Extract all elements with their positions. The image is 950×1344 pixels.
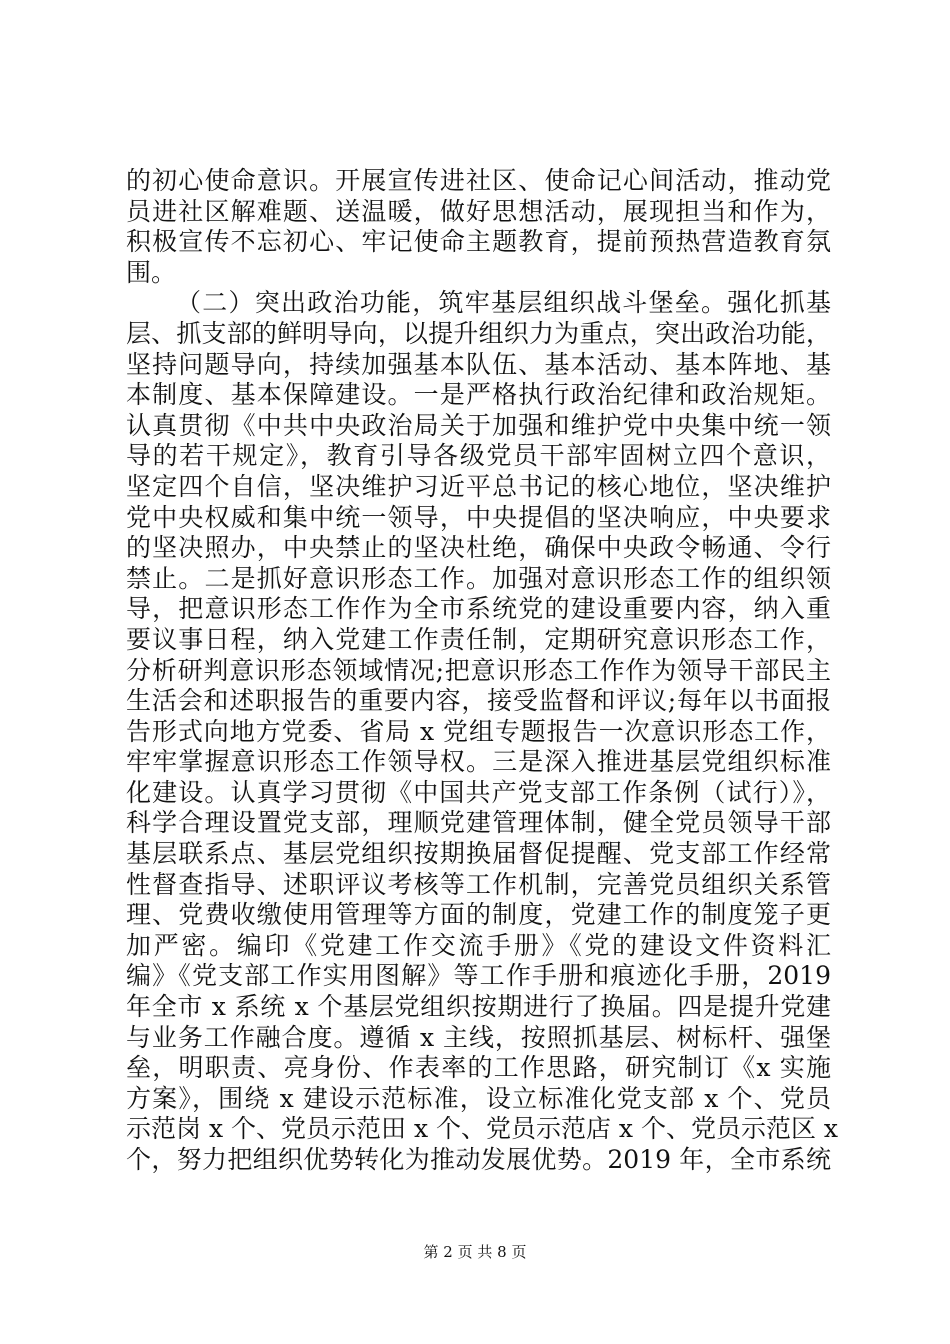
text-line: 层、抓支部的鲜明导向，以提升组织力为重点，突出政治功能， <box>126 318 831 348</box>
text-line: 个，努力把组织优势转化为推动发展优势。2019 年，全市系统 <box>126 1145 831 1174</box>
text-line: 围。 <box>126 257 177 287</box>
text-line: 编》《党支部工作实用图解》等工作手册和痕迹化手册，2019 <box>126 961 831 991</box>
body-text <box>126 166 839 1176</box>
text-line: 告形式向地方党委、省局 x 党组专题报告一次意识形态工作， <box>126 716 831 746</box>
text-line: 导的若干规定》，教育引导各级党员干部牢固树立四个意识， <box>126 441 831 471</box>
text-line: 员进社区解难题、送温暖，做好思想活动，展现担当和作为， <box>126 196 831 226</box>
text-line: 年全市 x 系统 x 个基层党组织按期进行了换届。四是提升党建 <box>126 992 831 1022</box>
text-line: 的坚决照办，中央禁止的坚决杜绝，确保中央政令畅通、令行 <box>126 533 831 563</box>
text-line: 示范岗 x 个、党员示范田 x 个、党员示范店 x 个、党员示范区 x <box>126 1114 839 1144</box>
text-line: 生活会和述职报告的重要内容，接受监督和评议;每年以书面报 <box>126 686 831 716</box>
text-line: 积极宣传不忘初心、牢记使命主题教育，提前预热营造教育氛 <box>126 227 831 257</box>
text-line: 理、党费收缴使用管理等方面的制度，党建工作的制度笼子更 <box>126 900 831 930</box>
text-line: 坚定四个自信，坚决维护习近平总书记的核心地位，坚决维护 <box>126 471 831 501</box>
text-line: 禁止。二是抓好意识形态工作。加强对意识形态工作的组织领 <box>126 563 831 593</box>
text-line: 方案》，围绕 x 建设示范标准，设立标准化党支部 x 个、党员 <box>126 1083 831 1113</box>
text-line: 分析研判意识形态领域情况;把意识形态工作作为领导干部民主 <box>126 655 831 685</box>
text-line: 基层联系点、基层党组织按期换届督促提醒、党支部工作经常 <box>126 839 831 869</box>
text-line: 认真贯彻《中共中央政治局关于加强和维护党中央集中统一领 <box>126 410 831 440</box>
text-line: 要议事日程，纳入党建工作责任制，定期研究意识形态工作， <box>126 624 831 654</box>
text-line: 科学合理设置党支部，理顺党建管理体制，健全党员领导干部 <box>126 808 831 838</box>
text-line: 党中央权威和集中统一领导，中央提倡的坚决响应，中央要求 <box>126 502 831 532</box>
text-line: （二）突出政治功能，筑牢基层组织战斗堡垒。强化抓基 <box>176 288 831 318</box>
text-line: 导，把意识形态工作作为全市系统党的建设重要内容，纳入重 <box>126 594 831 624</box>
text-line: 化建设。认真学习贯彻《中国共产党支部工作条例（试行）》， <box>126 777 831 807</box>
text-line: 坚持问题导向，持续加强基本队伍、基本活动、基本阵地、基 <box>126 349 831 379</box>
text-line: 的初心使命意识。开展宣传进社区、使命记心间活动，推动党 <box>126 166 831 195</box>
text-line: 加严密。编印《党建工作交流手册》《党的建设文件资料汇 <box>126 930 831 960</box>
text-line: 牢牢掌握意识形态工作领导权。三是深入推进基层党组织标准 <box>126 747 831 777</box>
text-line: 与业务工作融合度。遵循 x 主线，按照抓基层、树标杆、强堡 <box>126 1022 831 1052</box>
text-line: 本制度、基本保障建设。一是严格执行政治纪律和政治规矩。 <box>126 380 831 410</box>
text-line: 垒，明职责、亮身份、作表率的工作思路，研究制订《x 实施 <box>126 1053 831 1083</box>
text-line: 性督查指导、述职评议考核等工作机制，完善党员组织关系管 <box>126 869 831 899</box>
page-footer: 第 2 页 共 8 页 <box>423 1243 527 1261</box>
